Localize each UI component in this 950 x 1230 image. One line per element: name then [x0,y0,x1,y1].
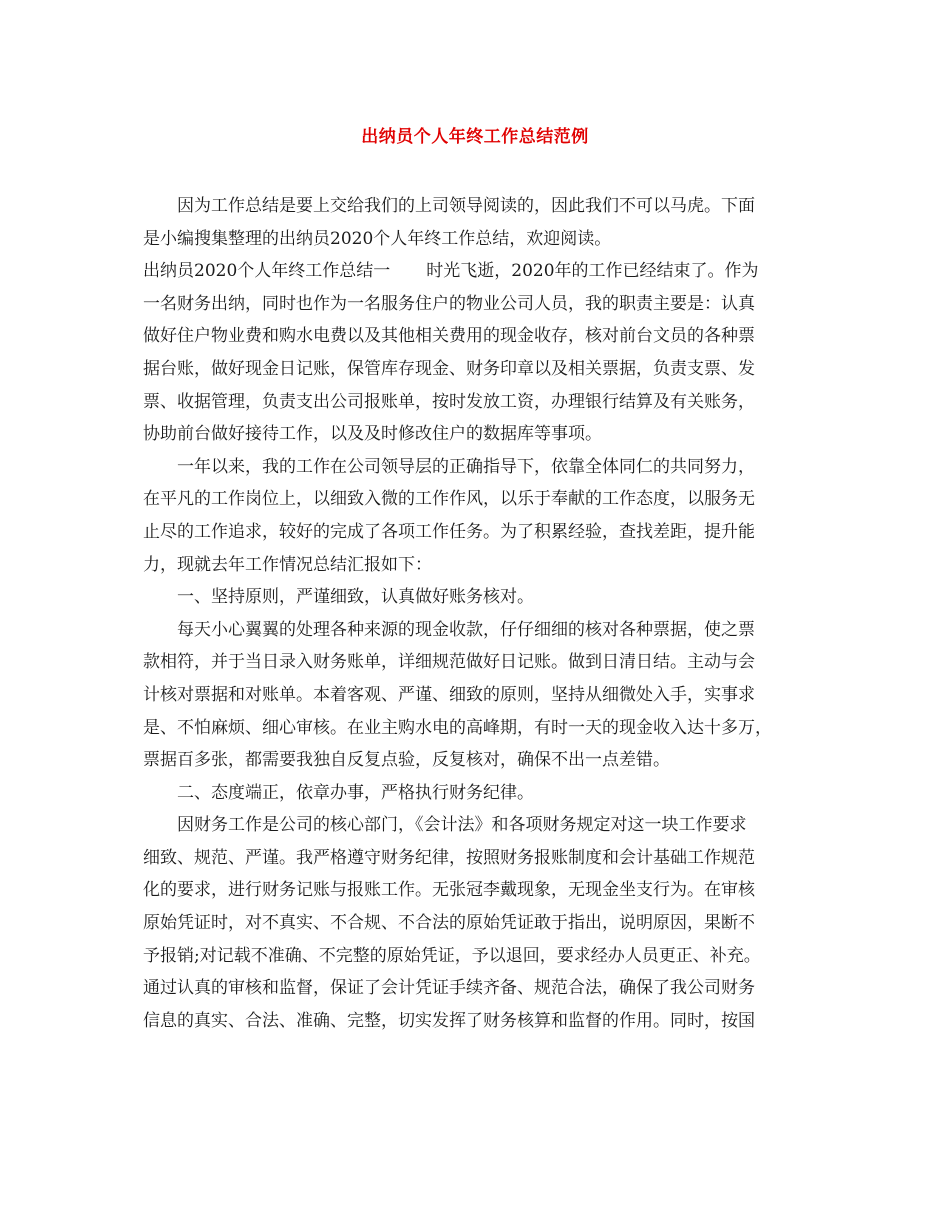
text-line: 一年以来，我的工作在公司领导层的正确指导下，依靠全体同仁的共同努力， [177,456,755,477]
text-line [143,255,823,288]
section-heading: 二、态度端正，依章办事，严格执行财务纪律。 [177,782,534,803]
text-line: 因为工作总结是要上交给我们的上司领导阅读的，因此我们不可以马虎。下面 [177,196,755,216]
text-line: 做好住户物业费和购水电费以及其他相关费用的现金收存，核对前台文员的各种票 [143,326,755,347]
section-heading: 出纳员2020个人年终工作总结一 [143,261,391,282]
text-line: 原始凭证时，对不真实、不合规、不合法的原始凭证敢于指出，说明原因，果断不 [143,913,755,934]
text-line: 通过认真的审核和监督，保证了会计凭证手续齐备、规范合法，确保了我公司财务 [143,978,755,999]
text-line: 每天小心翼翼的处理各种来源的现金收款，仔仔细细的核对各种票据，使之票 [177,619,755,640]
text-line: 票、收据管理，负责支出公司报账单，按时发放工资，办理银行结算及有关账务， [143,391,755,412]
text-line: 是、不怕麻烦、细心审核。在业主购水电的高峰期，有时一天的现金收入达十多万， [143,717,772,738]
text-line: 据台账，做好现金日记账，保管库存现金、财务印章以及相关票据，负责支票、发 [143,358,755,379]
text-line: 力，现就去年工作情况总结汇报如下： [143,554,432,575]
text-line: 予报销;对记载不准确、不完整的原始凭证，予以退回，要求经办人员更正、补充。 [143,945,761,966]
text-continuation: 时光飞逝，2020年的工作已经结束了。作为 [426,261,759,282]
text-line: 在平凡的工作岗位上，以细致入微的工作作风，以乐于奉献的工作态度，以服务无 [143,489,755,510]
text-line: 信息的真实、合法、准确、完整，切实发挥了财务核算和监督的作用。同时，按国 [143,1010,755,1031]
text-line: 款相符，并于当日录入财务账单，详细规范做好日记账。做到日清日结。主动与会 [143,652,755,673]
section-heading: 一、坚持原则，严谨细致，认真做好账务核对。 [177,587,534,608]
text-line: 化的要求，进行财务记账与报账工作。无张冠李戴现象，无现金坐支行为。在审核 [143,880,755,901]
text-line: 止尽的工作追求，较好的完成了各项工作任务。为了积累经验，查找差距，提升能 [143,521,755,542]
text-line: 细致、规范、严谨。我严格遵守财务纪律，按照财务报账制度和会计基础工作规范 [143,847,755,868]
document-body [143,190,823,1037]
document-title: 出纳员个人年终工作总结范例 [361,127,589,147]
text-line: 计核对票据和对账单。本着客观、严谨、细致的原则，坚持从细微处入手，实事求 [143,684,755,705]
text-line: 是小编搜集整理的出纳员2020个人年终工作总结，欢迎阅读。 [143,228,612,249]
text-line: 一名财务出纳，同时也作为一名服务住户的物业公司人员，我的职责主要是：认真 [143,293,755,314]
text-line: 因财务工作是公司的核心部门，《会计法》和各项财务规定对这一块工作要求 [177,815,747,836]
text-line: 协助前台做好接待工作，以及及时修改住户的数据库等事项。 [143,424,602,445]
text-line: 票据百多张，都需要我独自反复点验，反复核对，确保不出一点差错。 [143,750,670,771]
